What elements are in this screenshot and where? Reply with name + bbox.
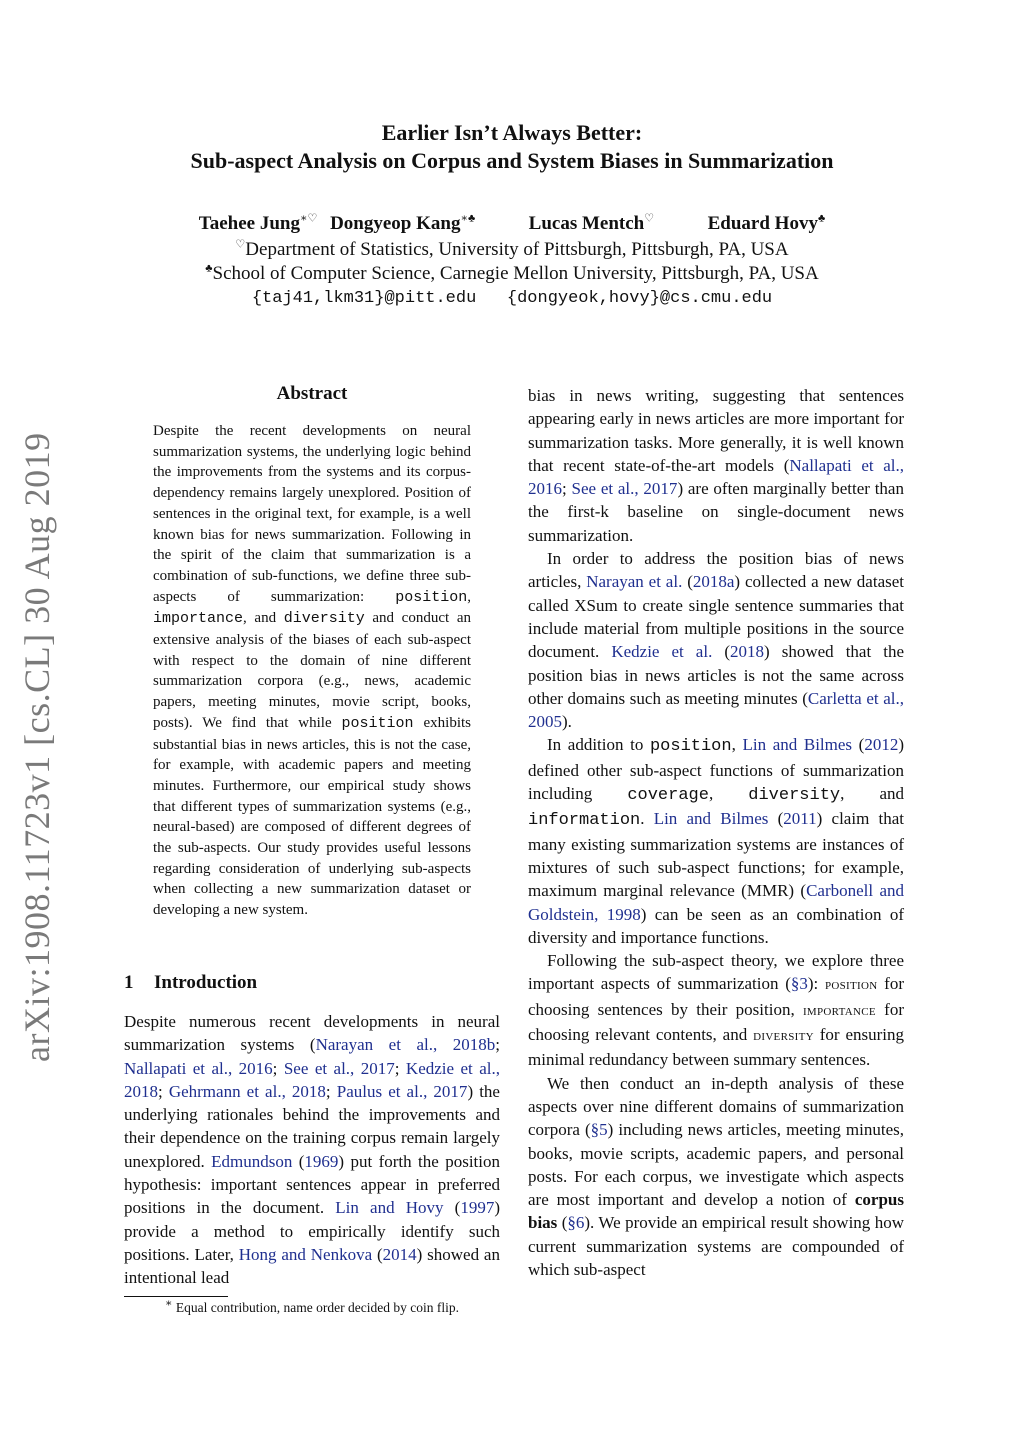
citation-link[interactable]: Kedzie et al., 2018 — [124, 1058, 500, 1101]
citation-link[interactable]: 2018a — [692, 572, 735, 592]
paragraph: Following the sub-aspect theory, we explore three important aspects of summarization (§3): position for choosing sentences by their position, importance for choosing relevant contents, and diversity for ensuring minimal redundancy between summary sentences. — [528, 951, 905, 1070]
intro-left-column — [124, 1010, 500, 1290]
affiliation-text: Department of Statistics, University of Pittsburgh, Pittsburgh, PA, USA — [245, 239, 789, 260]
citation-link[interactable]: 2014 — [382, 1244, 417, 1264]
citation-link[interactable]: Carbonell and Goldstein, 1998 — [528, 881, 904, 924]
citation-link[interactable]: Lin and Bilmes — [653, 809, 769, 829]
author-list — [0, 212, 1024, 236]
section-heading-introduction — [124, 972, 257, 994]
section-number: 1 — [124, 972, 134, 993]
citation-link[interactable]: 1969 — [304, 1151, 339, 1171]
affiliation — [0, 262, 1024, 286]
keyword: diversity — [283, 610, 365, 628]
email-cmu[interactable]: {dongyeok,hovy}@cs.cmu.edu — [506, 289, 773, 308]
paragraph: We then conduct an in-depth analysis of these aspects over nine different domains of summarization corpora (§5) including news articles, meeting minutes, books, movie scripts, academic papers, and personal posts. For each corpus, we investigate which aspects are most important and develop a notion of corpus bias (§6). We provide an empirical result showing how current summarization systems are compounded of which sub-aspect — [528, 1073, 904, 1279]
keyword: information — [528, 811, 641, 831]
keyword: position — [649, 737, 732, 757]
author-name: Lucas Mentch — [528, 213, 645, 234]
author-name: Taehee Jung — [198, 213, 300, 234]
email-pitt[interactable]: {taj41,lkm31}@pitt.edu — [251, 289, 477, 308]
paragraph: bias in news writing, suggesting that sentences appearing early in news articles are more important for summarization tasks. More generally, it is well known that recent state-of-the-art models (Nallapati et al., 2016; See et al., 2017) are often marginally better than the first-k baseline on single-document news summarization. — [528, 386, 905, 545]
footnote-mark: ∗ — [165, 1297, 173, 1310]
citation-link[interactable]: See et al., 2017 — [283, 1058, 395, 1078]
citation-link[interactable]: Narayan et al., 2018b — [315, 1035, 496, 1055]
section-title: Introduction — [154, 972, 258, 993]
citation-link[interactable]: See et al., 2017 — [571, 479, 678, 499]
author-marks: ♣ — [817, 212, 826, 225]
citation-link[interactable]: Lin and Bilmes — [742, 735, 853, 755]
paragraph: In addition to position, Lin and Bilmes (2012) defined other sub-aspect functions of summarization including coverage, diversity, and information. Lin and Bilmes (2011) claim that many existing summarization systems are instances of mixtures of such sub-aspect functions; for example, maximum marginal relevance (MMR) (Carbonell and Goldstein, 1998) can be seen as an combination of diversity and importance functions. — [528, 735, 905, 947]
paper-title-line-1: Earlier Isn’t Always Better: — [381, 120, 643, 145]
bold-term: corpus bias — [528, 1190, 904, 1233]
paper-title-line-2: Sub-aspect Analysis on Corpus and System Biases in Summarization — [190, 148, 834, 173]
abstract-heading: Abstract — [276, 383, 348, 404]
affiliation — [0, 238, 1024, 262]
affiliation-mark: ♡ — [235, 238, 246, 251]
paragraph: In order to address the position bias of news articles, Narayan et al. (2018a) collected a new dataset called XSum to create single sentence summaries that include material from multiple positions in the source document. Kedzie et al. (2018) showed that the position bias in news articles is not the same across other domains such as meeting minutes (Carletta et al., 2005). — [528, 549, 904, 732]
intro-right-column — [528, 384, 904, 1281]
affiliation-mark: ♣ — [205, 262, 213, 275]
citation-link[interactable]: Hong and Nenkova — [238, 1244, 373, 1264]
arxiv-identifier: arXiv:1908.11723v1 [cs.CL] 30 Aug 2019 — [17, 432, 57, 1062]
footnote-text: Equal contribution, name order decided by coin flip. — [172, 1300, 459, 1315]
paragraph: Despite numerous recent developments in neural summarization systems (Narayan et al., 2018b; Nallapati et al., 2016; See et al., 2017; Kedzie et al., 2018; Gehrmann et al., 2018; Paulus et al., 2017) the underlying rationales behind the improvements and their dependence on the training corpus remain largely unexplored. Edmundson (1969) put forth the position hypothesis: important sentences appear in preferred positions in the document. Lin and Hovy (1997) provide a method to empirically identify such positions. Later, Hong and Nenkova (2014) showed an intentional lead — [124, 1012, 500, 1288]
section-ref-link[interactable]: §3 — [790, 974, 808, 994]
citation-link[interactable]: Kedzie et al. — [611, 642, 713, 662]
keyword: position — [341, 714, 414, 732]
section-ref-link[interactable]: §6 — [567, 1213, 585, 1233]
keyword: diversity — [748, 786, 841, 806]
citation-link[interactable]: Lin and Hovy — [335, 1198, 444, 1218]
citation-link[interactable]: 1997 — [460, 1198, 495, 1218]
citation-link[interactable]: Carletta et al., 2005 — [528, 688, 904, 732]
keyword: coverage — [627, 786, 709, 806]
author-name: Dongyeop Kang — [330, 213, 461, 234]
section-ref-link[interactable]: §5 — [590, 1120, 608, 1140]
author-marks: ∗♡ — [299, 212, 318, 225]
aspect-term: importance — [802, 1002, 876, 1019]
aspect-term: diversity — [753, 1028, 814, 1045]
affiliation-text: School of Computer Science, Carnegie Mellon University, Pittsburgh, PA, USA — [212, 263, 819, 284]
footnote — [124, 1299, 500, 1317]
citation-link[interactable]: Nallapati et al., 2016 — [528, 455, 905, 499]
author-emails — [0, 287, 1024, 311]
citation-link[interactable]: Narayan et al. — [586, 572, 683, 592]
author-name: Eduard Hovy — [707, 213, 818, 234]
keyword: position — [395, 588, 468, 606]
aspect-term: position — [824, 977, 878, 994]
citation-link[interactable]: Nallapati et al., 2016 — [124, 1058, 273, 1078]
citation-link[interactable]: 2012 — [864, 735, 899, 755]
citation-link[interactable]: Edmundson — [211, 1151, 293, 1171]
citation-link[interactable]: 2011 — [783, 809, 817, 829]
keyword: importance — [153, 610, 244, 628]
author-marks: ♡ — [644, 212, 655, 225]
abstract-body: Despite the recent developments on neural summarization systems, the underlying logic behind the improvements from the systems and its corpus-dependency remains largely unexplored. Position of sentences in the original text, for example, is a well known bias for news summarization. Following in the spirit of the claim that summarization is a combination of sub-functions, we define three sub-aspects of summarization: position, importance, and diversity and conduct an extensive analysis of the biases of each sub-aspect with respect to the domain of nine different summarization corpora (e.g., news, academic papers, meeting minutes, movie script, books, posts). We find that while position exhibits substantial bias in news articles, this is not the case, for example, with academic papers and meeting minutes. Furthermore, our empirical study shows that different types of summarization systems (e.g., neural-based) are composed of different degrees of the sub-aspects. Our study provides useful lessons regarding consideration of underlying sub-aspects when collecting a new summarization dataset or developing a new system. — [153, 423, 471, 919]
citation-link[interactable]: 2018 — [730, 642, 765, 662]
citation-link[interactable]: Paulus et al., 2017 — [336, 1081, 468, 1101]
footnote-rule — [124, 1296, 228, 1297]
author-marks: ∗♣ — [460, 212, 476, 225]
citation-link[interactable]: Gehrmann et al., 2018 — [168, 1081, 326, 1101]
